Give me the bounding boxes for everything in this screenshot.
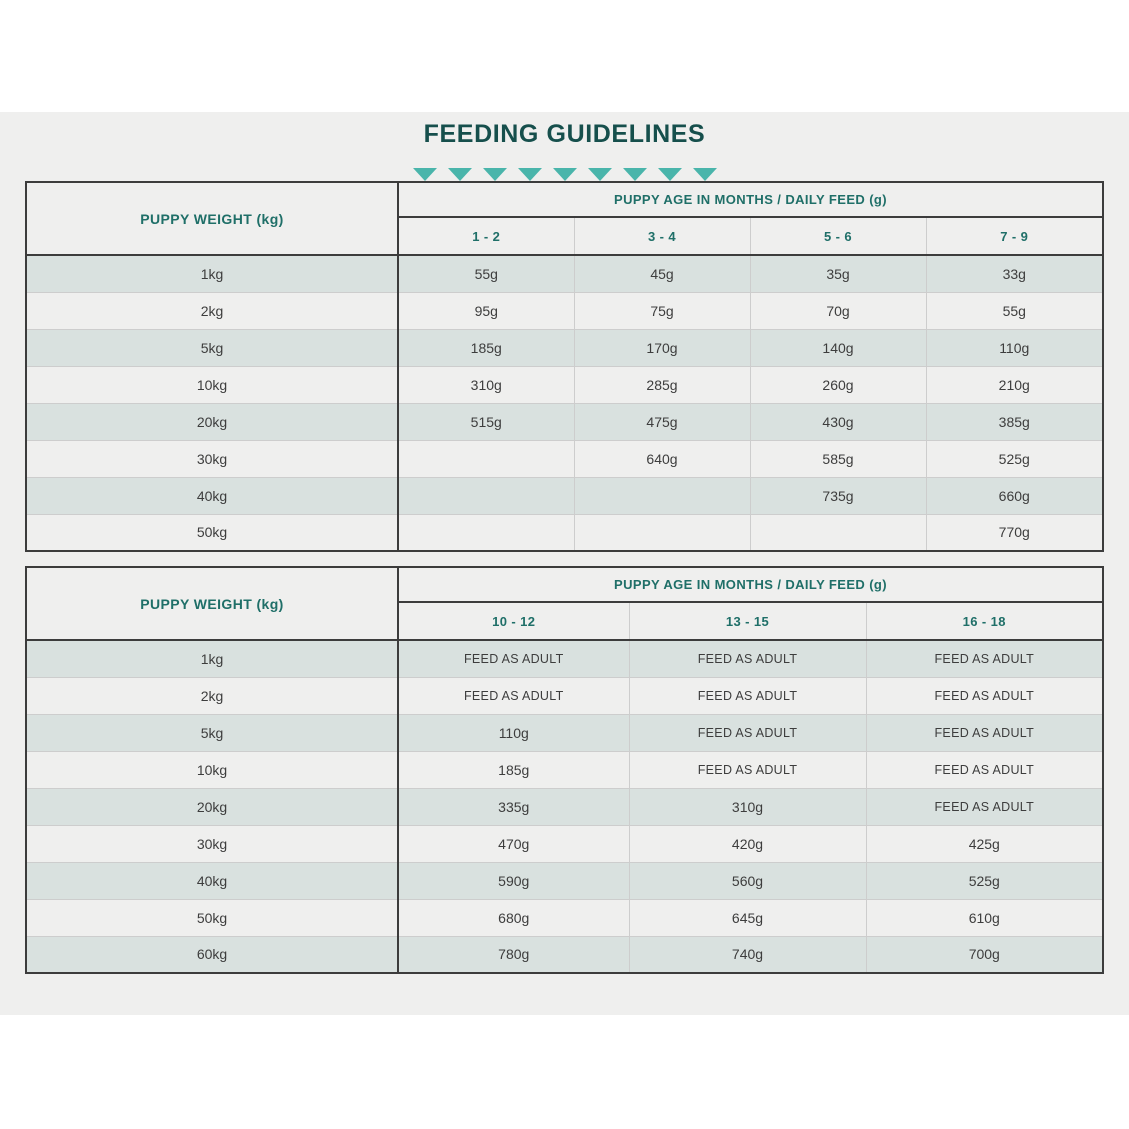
feed-amount-cell: FEED AS ADULT bbox=[866, 788, 1103, 825]
feed-amount-cell: 285g bbox=[574, 366, 750, 403]
weight-cell: 5kg bbox=[26, 329, 398, 366]
table-row bbox=[26, 677, 1103, 714]
feed-amount-cell bbox=[574, 514, 750, 551]
feed-amount-cell: 335g bbox=[398, 788, 629, 825]
down-triangle-icon bbox=[658, 168, 682, 181]
table-row bbox=[26, 714, 1103, 751]
weight-cell: 2kg bbox=[26, 677, 398, 714]
feed-amount-cell: 430g bbox=[750, 403, 926, 440]
weight-cell: 10kg bbox=[26, 366, 398, 403]
table-row bbox=[26, 936, 1103, 973]
table-row bbox=[26, 862, 1103, 899]
feed-amount-cell: 140g bbox=[750, 329, 926, 366]
weight-cell: 5kg bbox=[26, 714, 398, 751]
feed-amount-cell bbox=[574, 477, 750, 514]
down-triangle-icon bbox=[623, 168, 647, 181]
feed-amount-cell: 45g bbox=[574, 255, 750, 292]
feed-amount-cell: FEED AS ADULT bbox=[629, 640, 866, 677]
feed-amount-cell bbox=[398, 440, 574, 477]
weight-cell: 2kg bbox=[26, 292, 398, 329]
table-row bbox=[26, 899, 1103, 936]
table-row bbox=[26, 751, 1103, 788]
weight-cell: 60kg bbox=[26, 936, 398, 973]
feed-amount-cell: 260g bbox=[750, 366, 926, 403]
feed-amount-cell: 310g bbox=[629, 788, 866, 825]
feed-amount-cell: FEED AS ADULT bbox=[866, 751, 1103, 788]
feed-amount-cell: FEED AS ADULT bbox=[463, 651, 564, 666]
feed-amount-cell: 515g bbox=[398, 403, 574, 440]
weight-cell: 30kg bbox=[26, 825, 398, 862]
table-row bbox=[26, 329, 1103, 366]
table-row bbox=[26, 366, 1103, 403]
feed-amount-cell: 110g bbox=[926, 329, 1103, 366]
feed-amount-cell: 585g bbox=[750, 440, 926, 477]
feed-amount-cell: FEED AS ADULT bbox=[629, 751, 866, 788]
feed-amount-cell: 590g bbox=[398, 862, 629, 899]
feed-amount-cell: 560g bbox=[629, 862, 866, 899]
feed-amount-cell: 525g bbox=[926, 440, 1103, 477]
age-range-header: 5 - 6 bbox=[750, 217, 926, 255]
weight-cell: 20kg bbox=[26, 788, 398, 825]
feed-amount-cell: FEED AS ADULT bbox=[866, 677, 1103, 714]
feed-amount-cell: 55g bbox=[474, 265, 498, 282]
weight-cell: 1kg bbox=[26, 255, 398, 292]
weight-cell: 40kg bbox=[26, 477, 398, 514]
feed-amount-cell: 55g bbox=[926, 292, 1103, 329]
feed-amount-cell: 740g bbox=[629, 936, 866, 973]
feed-amount-cell: 170g bbox=[574, 329, 750, 366]
feed-amount-cell: 660g bbox=[926, 477, 1103, 514]
table-row bbox=[26, 788, 1103, 825]
weight-cell: 50kg bbox=[26, 899, 398, 936]
feed-amount-cell: 420g bbox=[629, 825, 866, 862]
feed-amount-cell: 385g bbox=[926, 403, 1103, 440]
weight-cell: 40kg bbox=[26, 862, 398, 899]
age-range-header: 7 - 9 bbox=[926, 217, 1103, 255]
feed-amount-cell: 185g bbox=[398, 329, 574, 366]
feed-amount-cell: 310g bbox=[398, 366, 574, 403]
weight-column-header: PUPPY WEIGHT (kg) bbox=[26, 182, 398, 255]
feed-amount-cell: 770g bbox=[926, 514, 1103, 551]
triangle-divider bbox=[0, 168, 1129, 181]
feed-amount-cell: 210g bbox=[926, 366, 1103, 403]
feed-amount-cell: 425g bbox=[866, 825, 1103, 862]
weight-cell: 50kg bbox=[26, 514, 398, 551]
feeding-table-months-10-18 bbox=[25, 566, 1104, 974]
table-row bbox=[26, 640, 1103, 677]
feed-amount-cell: FEED AS ADULT bbox=[866, 714, 1103, 751]
table-row bbox=[26, 440, 1103, 477]
down-triangle-icon bbox=[483, 168, 507, 181]
feed-amount-cell: 70g bbox=[750, 292, 926, 329]
table-row bbox=[26, 255, 1103, 292]
feed-amount-cell: 640g bbox=[574, 440, 750, 477]
table-body bbox=[26, 640, 1103, 973]
feed-amount-cell: 610g bbox=[866, 899, 1103, 936]
feed-amount-cell: 700g bbox=[866, 936, 1103, 973]
table-row bbox=[26, 477, 1103, 514]
feed-amount-cell: FEED AS ADULT bbox=[629, 677, 866, 714]
feed-amount-cell: FEED AS ADULT bbox=[629, 714, 866, 751]
content-band bbox=[0, 112, 1129, 1015]
weight-cell: 10kg bbox=[26, 751, 398, 788]
age-range-header: 13 - 15 bbox=[629, 602, 866, 640]
down-triangle-icon bbox=[693, 168, 717, 181]
age-range-header: 10 - 12 bbox=[398, 602, 629, 640]
weight-column-header: PUPPY WEIGHT (kg) bbox=[26, 567, 398, 640]
feeding-table-months-1-9 bbox=[25, 181, 1104, 552]
page-title: FEEDING GUIDELINES bbox=[423, 120, 706, 148]
feed-amount-cell: 525g bbox=[866, 862, 1103, 899]
age-range-header: 1 - 2 bbox=[398, 217, 574, 255]
table-row bbox=[26, 825, 1103, 862]
age-range-header: 16 - 18 bbox=[866, 602, 1103, 640]
feed-amount-cell bbox=[398, 514, 574, 551]
feed-amount-cell: 645g bbox=[629, 899, 866, 936]
down-triangle-icon bbox=[448, 168, 472, 181]
weight-cell: 20kg bbox=[26, 403, 398, 440]
age-group-header: PUPPY AGE IN MONTHS / DAILY FEED (g) bbox=[398, 567, 1103, 602]
feed-amount-cell: 75g bbox=[574, 292, 750, 329]
down-triangle-icon bbox=[413, 168, 437, 181]
weight-cell: 1kg bbox=[26, 640, 398, 677]
feed-amount-cell: 780g bbox=[398, 936, 629, 973]
feed-amount-cell: 680g bbox=[398, 899, 629, 936]
feed-amount-cell: 33g bbox=[926, 255, 1103, 292]
age-group-header: PUPPY AGE IN MONTHS / DAILY FEED (g) bbox=[398, 182, 1103, 217]
feed-amount-cell: 95g bbox=[398, 292, 574, 329]
down-triangle-icon bbox=[518, 168, 542, 181]
feed-amount-cell: FEED AS ADULT bbox=[866, 640, 1103, 677]
down-triangle-icon bbox=[588, 168, 612, 181]
age-range-header: 3 - 4 bbox=[574, 217, 750, 255]
feed-amount-cell: 470g bbox=[398, 825, 629, 862]
feed-amount-cell bbox=[398, 477, 574, 514]
table-body bbox=[26, 255, 1103, 551]
feed-amount-cell: 35g bbox=[750, 255, 926, 292]
table-row bbox=[26, 292, 1103, 329]
down-triangle-icon bbox=[553, 168, 577, 181]
feed-amount-cell: 185g bbox=[398, 751, 629, 788]
table-row bbox=[26, 403, 1103, 440]
feed-amount-cell: FEED AS ADULT bbox=[398, 677, 629, 714]
feed-amount-cell: 735g bbox=[750, 477, 926, 514]
feed-amount-cell: 110g bbox=[398, 714, 629, 751]
table-row bbox=[26, 514, 1103, 551]
feed-amount-cell bbox=[750, 514, 926, 551]
feed-amount-cell: 475g bbox=[574, 403, 750, 440]
weight-cell: 30kg bbox=[26, 440, 398, 477]
